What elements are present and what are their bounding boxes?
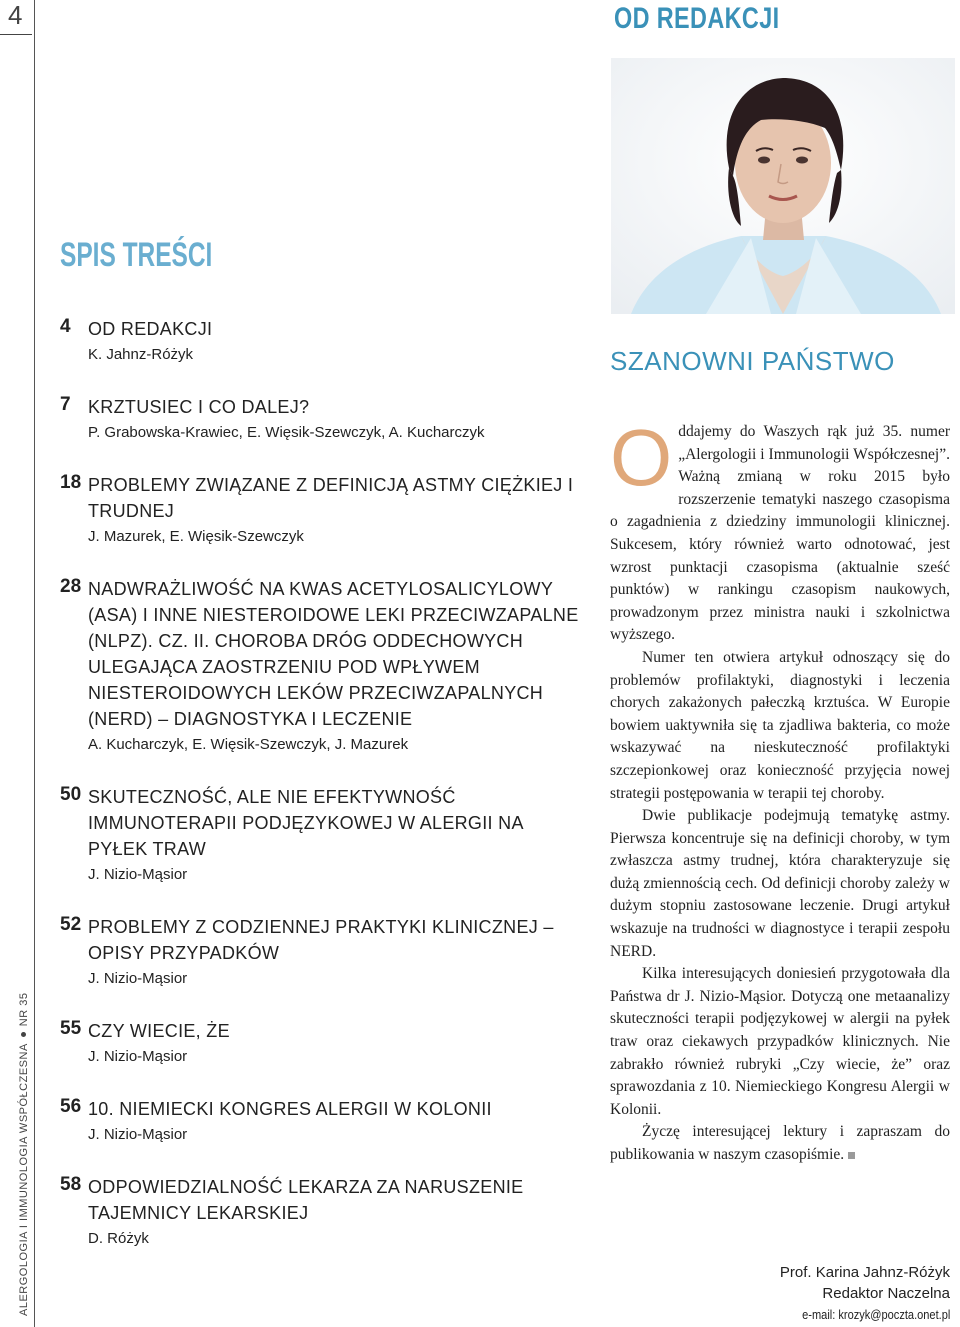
toc-page-number: 4 (60, 316, 71, 337)
letter-greeting: SZANOWNI PAŃSTWO (610, 346, 895, 376)
toc-entry-title: CZY WIECIE, ŻE (88, 1021, 230, 1041)
toc-entry-title: KRZTUSIEC I CO DALEJ? (88, 397, 310, 417)
toc-entry-title: 10. NIEMIECKI KONGRES ALERGII W KOLONII (88, 1099, 492, 1119)
letter-paragraph-text: Życzę interesującej lektury i zapraszam do publikowania w naszym czasopiśmie. (610, 1123, 950, 1163)
signature-role: Redaktor Naczelna (822, 1285, 950, 1302)
end-mark-icon (848, 1152, 855, 1159)
page-number-rule (0, 34, 32, 35)
toc-page-number: 18 (60, 472, 82, 493)
toc-entry-authors: A. Kucharczyk, E. Więsik-Szewczyk, J. Mazurek (88, 736, 409, 753)
drop-cap: O (610, 413, 673, 502)
letter-paragraph (610, 413, 950, 647)
toc-entry-authors: K. Jahnz-Różyk (88, 346, 194, 363)
toc-entry[interactable] (60, 784, 580, 888)
margin-rule (34, 0, 35, 1327)
toc-entry[interactable] (60, 394, 580, 446)
toc-entry-authors: J. Nizio-Mąsior (88, 1048, 188, 1065)
toc-entry-authors: D. Różyk (88, 1230, 149, 1247)
toc-entry-title: PROBLEMY ZWIĄZANE Z DEFINICJĄ ASTMY CIĘŻKIEJ I TRUDNEJ (88, 475, 574, 521)
page-number: 4 (8, 0, 23, 30)
letter-paragraph-text: ddajemy do Waszych rąk już 35. numer „Alergologii i Immunologii Współczesnej”. Ważną zmianą w roku 2015 było rozszerzenie tematyki naszego czasopisma o zagadnienia z dziedziny immunologii klinicznej. Sukcesem, który również warto odnotować, jest wzrost punktacji czasopisma (aktualnie sześć punktów) w rankingu czasopism naukowych, prowadzonym przez ministra nauki i szkolnictwa wyższego. (610, 423, 950, 644)
toc-entry-authors: J. Nizio-Mąsior (88, 970, 188, 987)
toc-page-number: 58 (60, 1174, 82, 1195)
toc-entry[interactable] (60, 1018, 580, 1070)
toc-entry-title: OD REDAKCJI (88, 319, 213, 339)
toc-entry[interactable] (60, 316, 580, 368)
toc-entry[interactable] (60, 1096, 580, 1148)
toc-entry-title: NADWRAŻLIWOŚĆ NA KWAS ACETYLOSALICYLOWY (ASA) I INNE NIESTEROIDOWE LEKI PRZECIWZAPALNE (NLPZ). CZ. II. CHOROBA DRÓG ODDECHOWYCH ULEGAJĄCA ZAOSTRZENIU POD WPŁYWEM NIESTEROIDOWYCH LEKÓW PRZECIWZAPALNYCH (NERD) – DIAGNOSTYKA I LECZENIE (88, 579, 579, 729)
section-header: OD REDAKCJI (614, 2, 780, 35)
toc-entry-authors: J. Nizio-Mąsior (88, 866, 188, 883)
toc-entry[interactable] (60, 472, 580, 550)
toc-page-number: 50 (60, 784, 82, 805)
toc-page-number: 28 (60, 576, 82, 597)
toc-entry-authors: P. Grabowska-Krawiec, E. Więsik-Szewczyk, A. Kucharczyk (88, 424, 485, 441)
table-of-contents (60, 316, 580, 1278)
letter-paragraph: Dwie publikacje podejmują tematykę astmy. Pierwsza koncentruje się na definicji choroby, w tym zwłaszcza astmy trudnej, która charakteryzuje się dużą zmiennością cech. Od definicji choroby zależy w dużym stopniu zastosowane leczenie. Drugi artykuł wskazuje na trudności w diagnostyce i terapii zespołu NERD. (610, 807, 950, 960)
toc-entry-authors: J. Nizio-Mąsior (88, 1126, 188, 1143)
toc-entry-title: PROBLEMY Z CODZIENNEJ PRAKTYKI KLINICZNEJ – OPISY PRZYPADKÓW (88, 917, 554, 963)
signature-block (776, 1262, 950, 1325)
toc-title: SPIS TREŚCI (60, 236, 213, 274)
letter-paragraph: Numer ten otwiera artykuł odnoszący się do problemów profilaktyki, diagnostyki i leczenia chorych zakażonych pałeczką krztuśca. W Europie bowiem uaktywniła się ta zjadliwa bakteria, co może wskazywać na nieskuteczność profilaktyki szczepionkowej oraz konieczność przyjęcia nowej strategii postępowania w terapii tej choroby. (610, 648, 950, 802)
journal-name: ALERGOLOGIA I IMMUNOLOGIA WSPÓŁCZESNA (18, 1043, 30, 1316)
toc-page-number: 52 (60, 914, 82, 935)
letter-paragraph: Kilka interesujących doniesień przygotowała dla Państwa dr J. Nizio-Mąsior. Dotyczą one metaanalizy skuteczności terapii podjęzykowej w alergii na pyłek traw oraz ciekawych przypadków klinicznych. Nie zabrakło również rubryki „Czy wiecie, że” oraz sprawozdania z 10. Niemieckiego Kongresu Alergii w Kolonii. (610, 965, 950, 1118)
toc-entry-authors: J. Mazurek, E. Więsik-Szewczyk (88, 528, 304, 545)
toc-page-number: 55 (60, 1018, 82, 1039)
bullet-icon (21, 1032, 26, 1037)
portrait-illustration (611, 58, 955, 314)
toc-entry[interactable] (60, 914, 580, 992)
editorial-letter (610, 413, 950, 1167)
letter-paragraph (610, 1121, 950, 1166)
signature-email[interactable]: e-mail: krozyk@poczta.onet.pl (801, 1307, 950, 1322)
toc-entry-title: ODPOWIEDZIALNOŚĆ LEKARZA ZA NARUSZENIE TAJEMNICY LEKARSKIEJ (88, 1177, 524, 1223)
toc-entry[interactable] (60, 576, 580, 758)
toc-entry[interactable] (60, 1174, 580, 1252)
toc-page-number: 7 (60, 394, 71, 415)
editor-portrait-photo (611, 58, 955, 314)
issue-number: NR 35 (18, 992, 30, 1027)
toc-entry-title: SKUTECZNOŚĆ, ALE NIE EFEKTYWNOŚĆ IMMUNOTERAPII PODJĘZYKOWEJ W ALERGII NA PYŁEK TRAW (88, 787, 523, 859)
signature-name: Prof. Karina Jahnz-Różyk (779, 1264, 950, 1281)
journal-side-label (18, 993, 30, 1316)
toc-page-number: 56 (60, 1096, 82, 1117)
